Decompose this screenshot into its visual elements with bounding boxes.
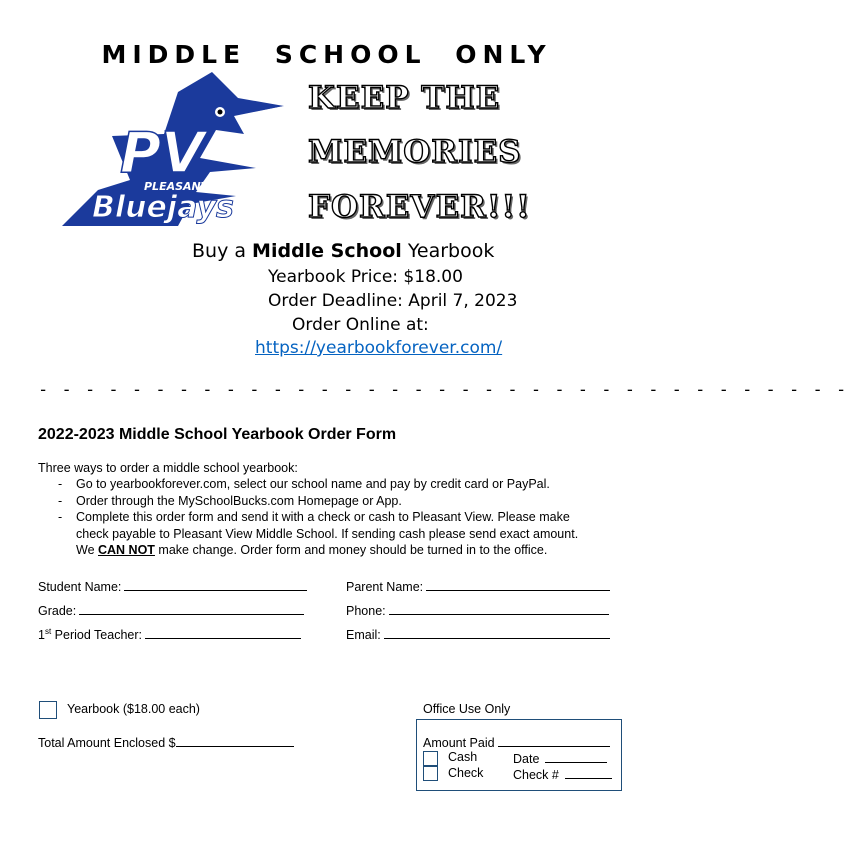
phone-field[interactable]: Phone: bbox=[346, 602, 609, 618]
yearbook-price: Yearbook Price: $18.00 bbox=[268, 267, 463, 287]
logo-mascot-name: Bluejays bbox=[92, 190, 234, 225]
amount-paid-field[interactable]: Amount Paid bbox=[423, 734, 610, 750]
bluejays-logo bbox=[60, 72, 292, 232]
order-deadline: Order Deadline: April 7, 2023 bbox=[268, 291, 518, 311]
email-field[interactable]: Email: bbox=[346, 626, 610, 642]
buy-yearbook-heading: Buy a Middle School Yearbook bbox=[192, 240, 495, 262]
order-form-title: 2022-2023 Middle School Yearbook Order Form bbox=[38, 426, 397, 443]
list-item: - Order through the MySchoolBucks.com Homepage or App. bbox=[38, 493, 598, 510]
teacher-field[interactable]: 1st Period Teacher: bbox=[38, 626, 301, 642]
cash-label: Cash bbox=[448, 750, 478, 764]
check-number-field[interactable]: Check # bbox=[513, 766, 612, 782]
order-ways-list bbox=[38, 476, 598, 559]
order-ways-intro: Three ways to order a middle school yearbook: bbox=[38, 461, 298, 475]
grade-field[interactable]: Grade: bbox=[38, 602, 304, 618]
yearbook-item-label: Yearbook ($18.00 each) bbox=[67, 702, 200, 716]
order-online-label: Order Online at: bbox=[292, 315, 429, 335]
check-label: Check bbox=[448, 766, 484, 780]
tagline-line-2: MEMORIES bbox=[308, 134, 522, 170]
tagline-line-1: KEEP THE bbox=[308, 80, 501, 116]
student-name-field[interactable]: Student Name: bbox=[38, 578, 307, 594]
yearbook-forever-link[interactable]: https://yearbookforever.com/ bbox=[255, 338, 503, 358]
office-use-title: Office Use Only bbox=[423, 702, 511, 716]
cash-checkbox[interactable] bbox=[423, 751, 438, 766]
date-field[interactable]: Date bbox=[513, 750, 607, 766]
page-header: MIDDLE SCHOOL ONLY bbox=[101, 40, 552, 69]
yearbook-checkbox[interactable] bbox=[39, 701, 57, 719]
cut-line-divider: - - - - - - - - - - - - - - - - - - - - - - - - - - - - - - - - - - - bbox=[38, 380, 848, 400]
check-checkbox[interactable] bbox=[423, 766, 438, 781]
logo-school-name: PLEASANT VIEW bbox=[144, 180, 245, 193]
total-amount-field[interactable]: Total Amount Enclosed $ bbox=[38, 734, 294, 750]
tagline-line-3: FOREVER!!! bbox=[308, 189, 531, 225]
logo-pv-letters: PV bbox=[120, 121, 205, 186]
list-item: - Complete this order form and send it with a check or cash to Pleasant View. Please make check payable to Pleasant View Middle School. If sending cash please send exact amount. We CAN NOT make change. Order form and money should be turned in to the office. bbox=[38, 509, 598, 559]
list-item: - Go to yearbookforever.com, select our school name and pay by credit card or PayPal. bbox=[38, 476, 598, 493]
parent-name-field[interactable]: Parent Name: bbox=[346, 578, 610, 594]
